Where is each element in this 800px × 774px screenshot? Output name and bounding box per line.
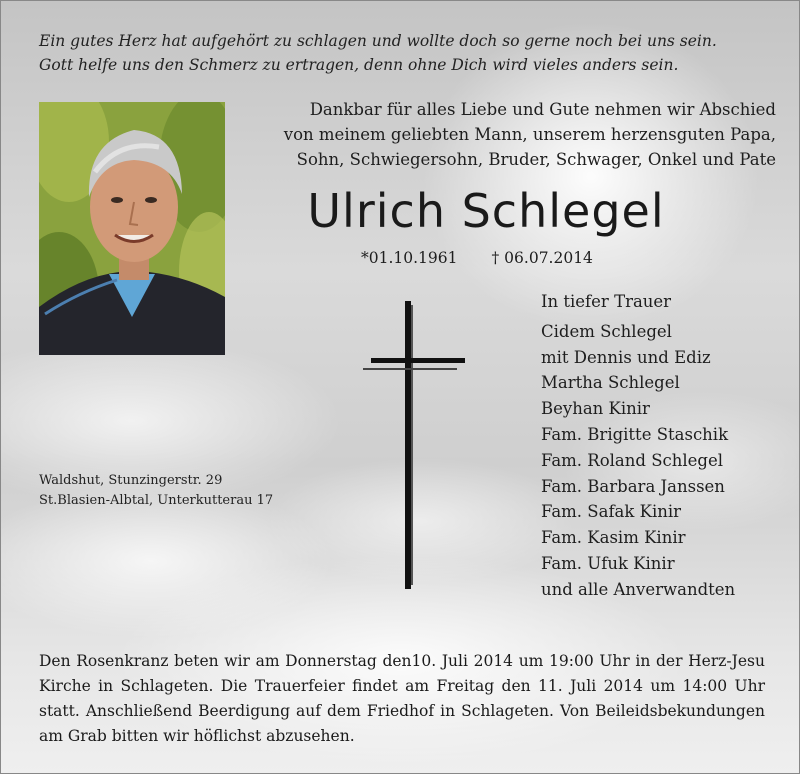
mourner-name: mit Dennis und Ediz — [541, 347, 711, 367]
mourners-heading: In tiefer Trauer — [541, 292, 672, 311]
latin-cross-icon — [361, 299, 471, 595]
mourner-name: Fam. Kasim Kinir — [541, 528, 686, 548]
quote-line-1: Ein gutes Herz hat aufgehört zu schlagen und wollte doch so gerne noch bei uns sein. — [39, 32, 717, 50]
intro-line-3: Sohn, Schwiegersohn, Bruder, Schwager, Onkel und Pate — [296, 150, 776, 169]
quote-line-2: Gott helfe uns den Schmerz zu ertragen, denn ohne Dich wird vieles anders sein. — [39, 56, 679, 74]
address-line-2: St.Blasien-Albtal, Unterkutterau 17 — [39, 493, 274, 508]
mourner-name: Fam. Barbara Janssen — [541, 476, 725, 496]
intro-line-1: Dankbar für alles Liebe und Gute nehmen wir Abschied — [309, 100, 776, 119]
mourner-name: Beyhan Kinir — [541, 399, 650, 419]
address-line-1: Waldshut, Stunzingerstr. 29 — [39, 473, 223, 488]
mourner-name: Fam. Brigitte Staschik — [541, 424, 729, 444]
intro-line-2: von meinem geliebten Mann, unserem herzensguten Papa, — [283, 125, 776, 144]
birth-date: *01.10.1961 — [361, 249, 458, 267]
cross-drawing — [361, 299, 471, 591]
mourner-name: Fam. Safak Kinir — [541, 502, 682, 522]
life-dates — [361, 249, 661, 267]
mourner-name: Martha Schlegel — [541, 373, 680, 393]
deceased-name: Ulrich Schlegel — [307, 184, 665, 238]
mourner-name: Cidem Schlegel — [541, 321, 672, 341]
farewell-intro — [256, 97, 776, 172]
mourner-name: und alle Anverwandten — [541, 579, 736, 599]
service-notice: Den Rosenkranz beten wir am Donnerstag den10. Juli 2014 um 19:00 Uhr in der Herz-Jesu Kirche in Schlageten. Die Trauerfeier findet am Freitag den 11. Juli 2014 um 14:00 Uhr statt. Anschließend Beerdigung auf dem Friedhof in Schlageten. Von Beileidsbekundungen am Grab bitten wir höflichst abzusehen. — [39, 652, 765, 745]
mourner-name: Fam. Ufuk Kinir — [541, 553, 675, 573]
mourners-list — [541, 289, 735, 603]
mourner-name: Fam. Roland Schlegel — [541, 450, 724, 470]
family-addresses — [39, 471, 273, 511]
memorial-quote — [39, 29, 769, 77]
portrait-illustration — [39, 102, 225, 355]
portrait-photo — [39, 102, 225, 355]
death-date: † 06.07.2014 — [491, 249, 593, 267]
